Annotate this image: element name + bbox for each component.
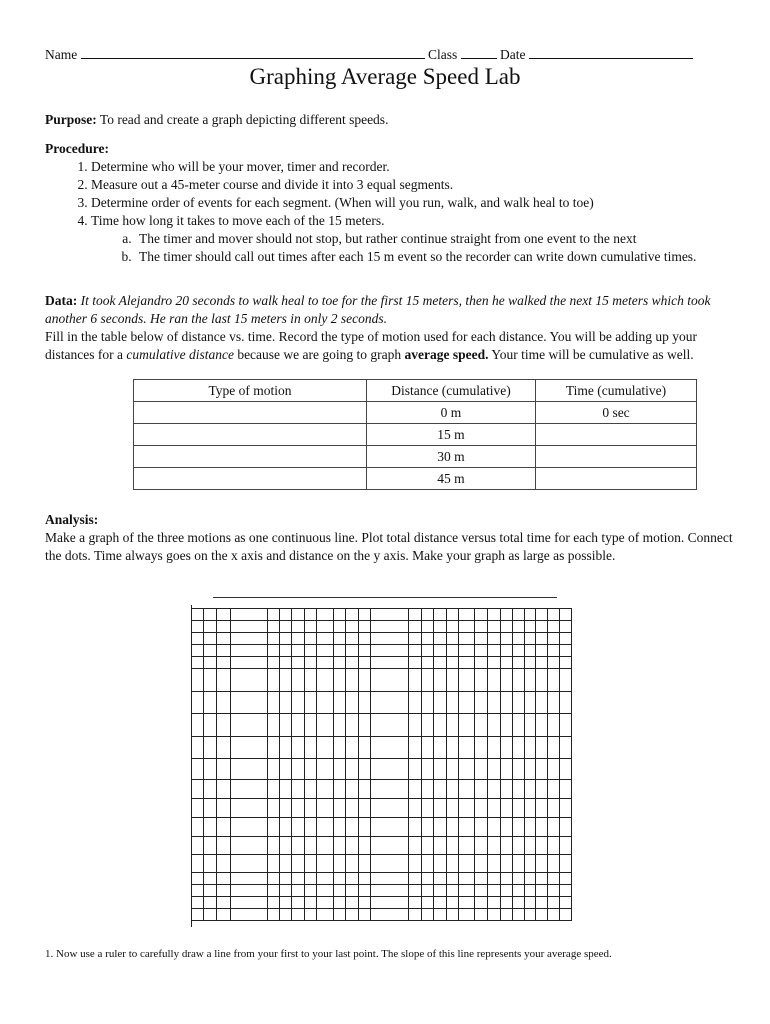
purpose-text: To read and create a graph depicting different speeds.	[99, 112, 389, 127]
data-italic-text: It took Alejandro 20 seconds to walk heal to toe for the first 15 meters, then he walked the next 15 meters which took another 6 seconds. He ran the last 15 meters in only 2 seconds.	[45, 293, 711, 326]
page-title: Graphing Average Speed Lab	[249, 64, 521, 89]
analysis-label: Analysis:	[45, 512, 99, 527]
analysis-section	[45, 511, 735, 565]
table-cell: 30 m	[367, 446, 536, 468]
procedure-step: 3. Determine order of events for each segment. (When will you run, walk, and walk heal to toe)	[91, 194, 735, 212]
table-cell[interactable]	[536, 424, 697, 446]
header-line	[45, 46, 725, 63]
date-blank[interactable]	[529, 46, 693, 59]
instr-bold: average speed.	[404, 347, 489, 362]
procedure-step-text: Time how long it takes to move each of the 15 meters.	[91, 213, 385, 228]
analysis-text: Make a graph of the three motions as one continuous line. Plot total distance versus total time for each type of motion. Connect the dots. Time always goes on the x axis and distance on the y axis. Make your graph as large as possible.	[45, 530, 733, 563]
purpose-label: Purpose:	[45, 112, 97, 127]
table-header: Distance (cumulative)	[367, 380, 536, 402]
table-row	[134, 424, 697, 446]
procedure-step: 2. Measure out a 45-meter course and divide it into 3 equal segments.	[91, 176, 735, 194]
table-cell: 15 m	[367, 424, 536, 446]
data-section	[45, 292, 735, 328]
instr-italic: cumulative distance	[126, 347, 234, 362]
graph-grid-svg[interactable]	[190, 605, 575, 927]
footnote: 1. Now use a ruler to carefully draw a line from your first to your last point. The slope of this line represents your average speed.	[45, 948, 612, 960]
purpose-section	[45, 111, 735, 129]
table-row	[134, 402, 697, 424]
procedure-substeps	[91, 230, 735, 266]
table-row	[134, 468, 697, 490]
class-label: Class	[427, 47, 458, 62]
table-cell[interactable]	[134, 468, 367, 490]
class-blank[interactable]	[461, 46, 497, 59]
data-instructions	[45, 328, 735, 364]
procedure-substep: a. The timer and mover should not stop, but rather continue straight from one event to the next	[135, 230, 735, 248]
data-label: Data:	[45, 293, 78, 308]
instr-text-3: Your time will be cumulative as well.	[488, 347, 694, 362]
distance-time-table	[133, 379, 697, 490]
table-cell[interactable]	[134, 446, 367, 468]
table-row	[134, 446, 697, 468]
graph-grid[interactable]	[190, 605, 575, 931]
procedure-substep: b. The timer should call out times after each 15 m event so the recorder can write down cumulative times.	[135, 248, 735, 266]
date-label: Date	[500, 47, 526, 62]
name-label: Name	[45, 47, 78, 62]
table-cell[interactable]	[134, 424, 367, 446]
procedure-section	[45, 140, 735, 266]
instr-text-2: because we are going to graph	[233, 347, 405, 362]
table-cell[interactable]	[536, 446, 697, 468]
table-cell: 45 m	[367, 468, 536, 490]
table-header-row	[134, 380, 697, 402]
procedure-list	[45, 158, 735, 266]
table-cell: 0 m	[367, 402, 536, 424]
procedure-label: Procedure:	[45, 141, 109, 156]
procedure-step	[91, 212, 735, 266]
procedure-step: 1. Determine who will be your mover, timer and recorder.	[91, 158, 735, 176]
table-cell[interactable]	[134, 402, 367, 424]
table-header: Time (cumulative)	[536, 380, 697, 402]
name-blank[interactable]	[81, 46, 425, 59]
table-cell[interactable]	[536, 468, 697, 490]
instr-text-1: Fill in the table below of distance vs. time. Record the type of motion used for each distance. You will be adding up your distances for a	[45, 329, 697, 362]
table-cell: 0 sec	[536, 402, 697, 424]
graph-title-blank[interactable]	[213, 597, 557, 598]
table-header: Type of motion	[134, 380, 367, 402]
